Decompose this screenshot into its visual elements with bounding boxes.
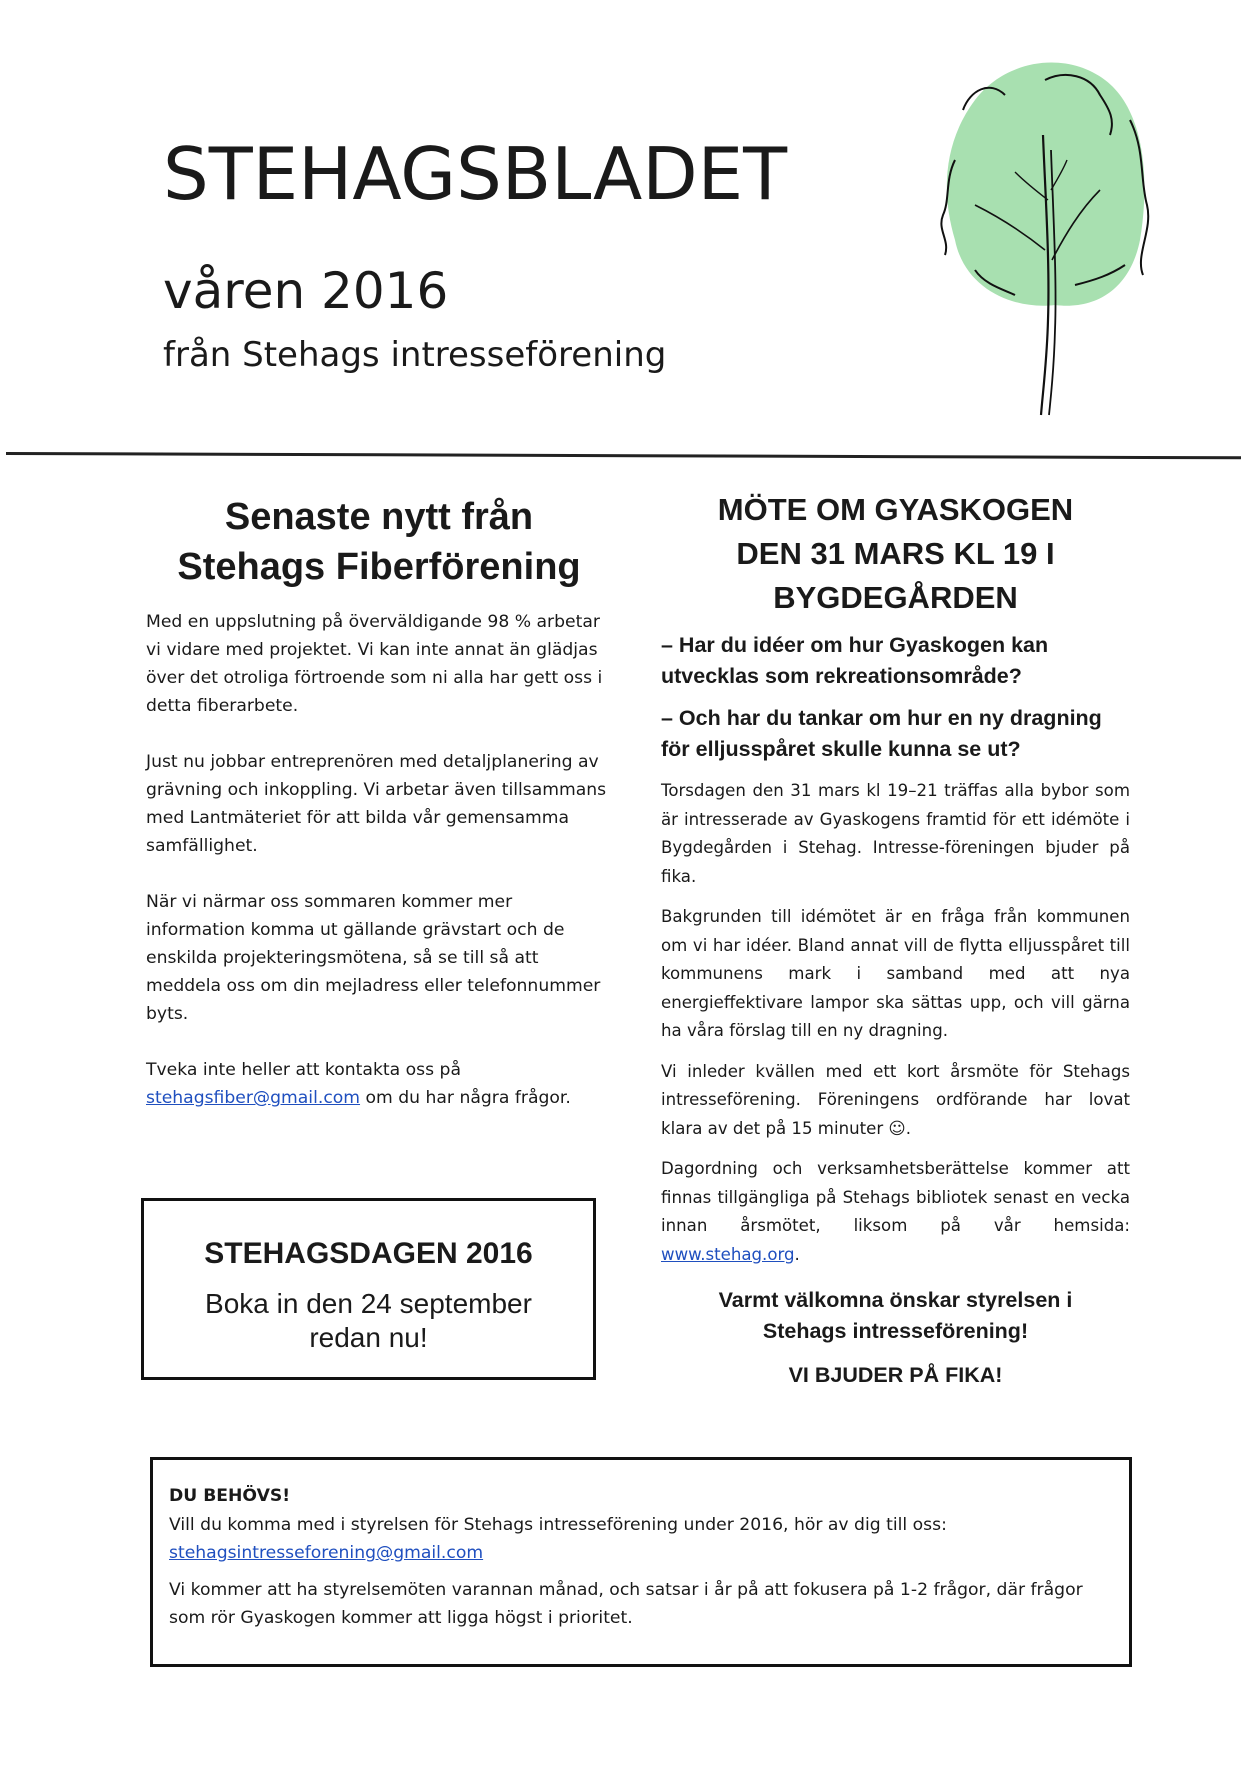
meeting-agenda xyxy=(661,1155,1130,1269)
event-text xyxy=(144,1287,593,1355)
volunteer-text-2: Vi kommer att ha styrelsemöten varannan månad, och satsar i år på att fokusera på 1-2 frågor, där frågor som rör Gyaskogen kommer att ligga högst i prioritet. xyxy=(169,1579,1083,1628)
fiber-heading-line2: Stehags Fiberförening xyxy=(177,546,581,588)
volunteer-email-link[interactable]: stehagsintresseforening@gmail.com xyxy=(169,1543,484,1563)
meeting-article xyxy=(661,488,1130,1388)
event-line1: Boka in den 24 september xyxy=(205,1288,532,1319)
meeting-paragraph: Torsdagen den 31 mars kl 19–21 träffas alla bybor som är intresserade av Gyaskogens framtid för ett idémöte i Bygdegården i Stehag. Intresse-föreningen bjuder på fika. xyxy=(661,781,1130,886)
volunteer-text: Vill du komma med i styrelsen för Stehags intresseförening under 2016, hör av dig till oss: xyxy=(169,1514,947,1535)
fiber-paragraph: När vi närmar oss sommaren kommer mer information komma ut gällande grävstart och de enskilda projekteringsmötena, så se till så att meddela oss om din mejladress eller telefonnummer byts. xyxy=(146,892,601,1024)
meeting-heading-line2: DEN 31 MARS KL 19 I xyxy=(736,536,1055,571)
fiber-paragraph: Med en uppslutning på överväldigande 98 % arbetar vi vidare med projektet. Vi kan inte annat än glädjas över det otroliga förtroende som ni alla har gett oss i detta fiberarbete. xyxy=(146,612,603,716)
newsletter-title: STEHAGSBLADET xyxy=(163,132,788,216)
fiber-email-link[interactable]: stehagsfiber@gmail.com xyxy=(146,1088,361,1108)
fiber-article-heading xyxy=(140,492,618,592)
meeting-question-2: – Och har du tankar om hur en ny dragning för elljusspåret skulle kunna se ut? xyxy=(661,706,1102,761)
fika-announcement: VI BJUDER PÅ FIKA! xyxy=(788,1363,1003,1387)
website-link[interactable]: www.stehag.org xyxy=(661,1244,795,1264)
fiber-contact-prefix: Tveka inte heller att kontakta oss på xyxy=(146,1060,461,1080)
welcome-line2: Stehags intresseförening! xyxy=(762,1319,1029,1343)
fiber-paragraph: Just nu jobbar entreprenören med detaljplanering av grävning och inkoppling. Vi arbetar även tillsammans med Lantmäteriet för att bilda vår gemensamma samfällighet. xyxy=(146,752,607,856)
fiber-heading-line1: Senaste nytt från xyxy=(224,496,534,538)
meeting-question-1: – Har du idéer om hur Gyaskogen kan utvecklas som rekreationsområde? xyxy=(661,633,1049,688)
fiber-article-body xyxy=(146,608,612,1112)
meeting-heading-line1: MÖTE OM GYASKOGEN xyxy=(717,492,1074,527)
meeting-body xyxy=(661,777,1130,1269)
website-suffix: . xyxy=(794,1244,800,1264)
meeting-paragraph: Bakgrunden till idémötet är en fråga från kommunen om vi har idéer. Bland annat vill de flytta elljusspåret till kommunens mark i samband med att nya energieffektivare lampor ska sättas upp, och vill gärna ha våra förslag till en ny dragning. xyxy=(661,907,1130,1040)
event-title: STEHAGSDAGEN 2016 xyxy=(204,1237,533,1270)
fiber-contact-suffix: om du har några frågor. xyxy=(360,1088,571,1108)
stehagsdagen-box xyxy=(141,1198,596,1380)
fiber-article xyxy=(146,492,612,1140)
fiber-contact xyxy=(146,1056,612,1112)
meeting-paragraph: Vi inleder kvällen med ett kort årsmöte för Stehags intresseförening. Föreningens ordförande har lovat klara av det på 15 minuter ☺. xyxy=(661,1061,1130,1138)
meeting-agenda-text: Dagordning och verksamhetsberättelse kommer att finnas tillgängliga på Stehags bibliotek senast en vecka innan årsmötet, liksom på vår hemsida: xyxy=(661,1159,1130,1235)
newsletter-season: våren 2016 xyxy=(163,262,449,320)
meeting-heading-line3: BYGDEGÅRDEN xyxy=(773,580,1018,615)
header-divider xyxy=(6,452,1241,459)
welcome-line1: Varmt välkomna önskar styrelsen i xyxy=(718,1288,1073,1312)
welcome-message xyxy=(661,1285,1130,1347)
event-line2: redan nu! xyxy=(309,1322,428,1353)
volunteer-box xyxy=(150,1457,1132,1667)
newsletter-publisher: från Stehags intresseförening xyxy=(163,335,667,375)
meeting-heading xyxy=(661,488,1130,620)
volunteer-title: DU BEHÖVS! xyxy=(169,1486,291,1506)
birch-tree-icon xyxy=(915,40,1155,420)
